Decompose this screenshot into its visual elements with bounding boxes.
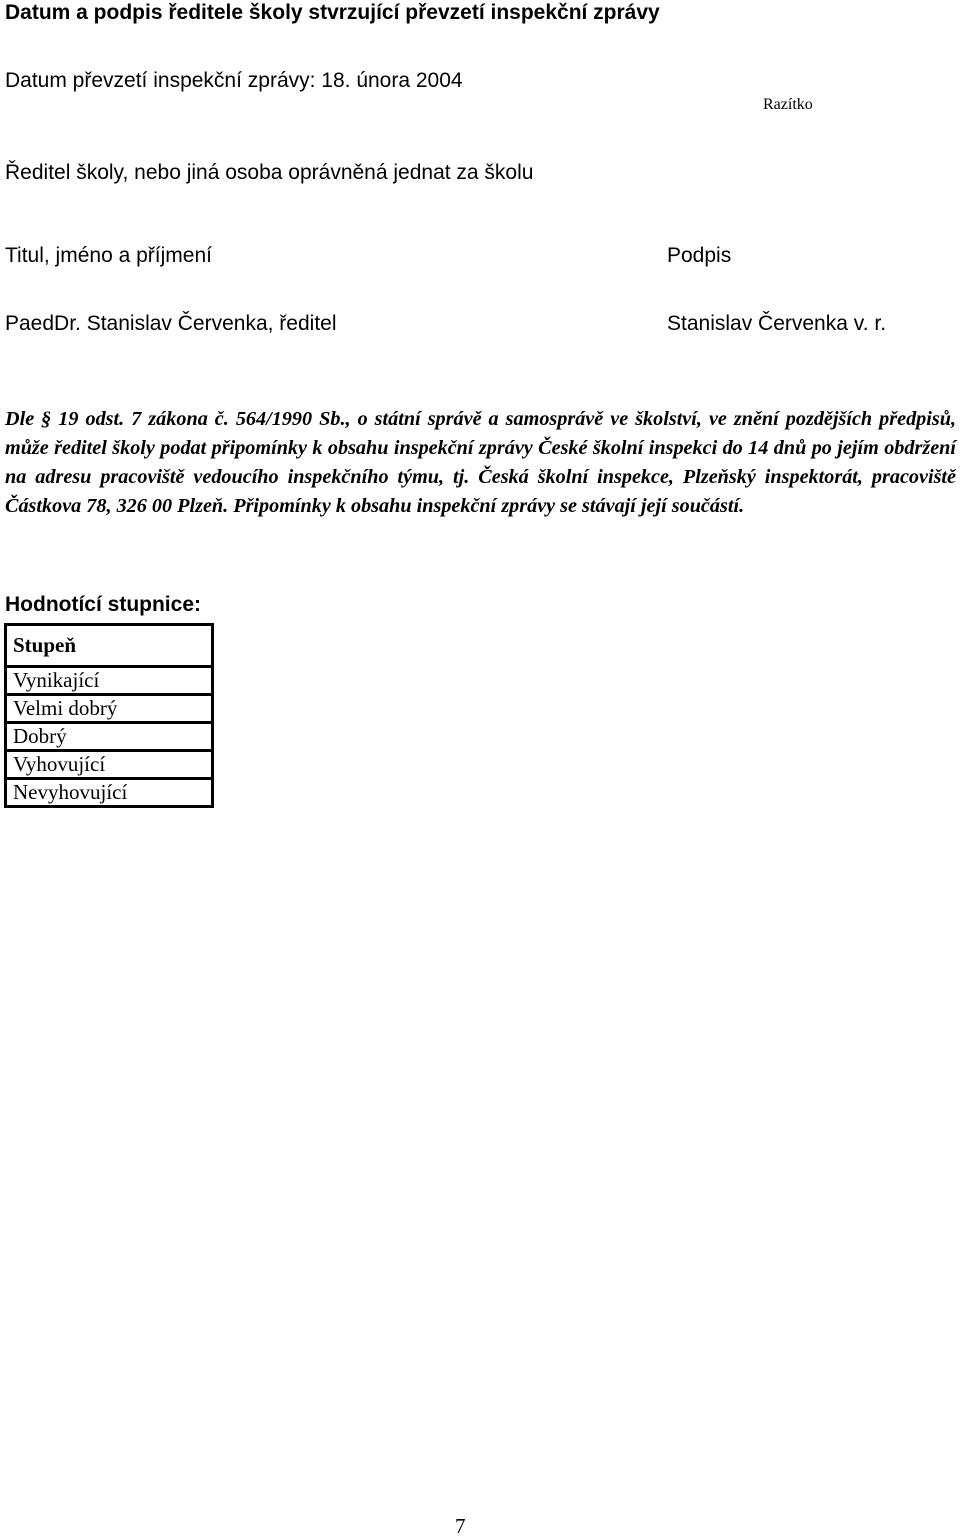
table-header-row: [6, 625, 213, 667]
receipt-date: Datum převzetí inspekční zprávy: 18. února 2004: [5, 69, 463, 92]
page-number: 7: [455, 1514, 466, 1538]
signatory-role: Ředitel školy, nebo jiná osoba oprávněná jednat za školu: [5, 161, 534, 184]
scale-heading: Hodnotící stupnice:: [5, 593, 201, 616]
table-row: [6, 695, 213, 723]
grade-cell: Dobrý: [6, 723, 213, 751]
grading-scale-table: [4, 623, 214, 808]
name-value: PaedDr. Stanislav Červenka, ředitel: [5, 312, 337, 335]
comment-notice: [5, 405, 956, 521]
stamp-label: Razítko: [763, 96, 813, 113]
name-label: Titul, jméno a příjmení: [5, 244, 212, 267]
page-heading: Datum a podpis ředitele školy stvrzující převzetí inspekční zprávy: [5, 1, 660, 24]
grade-cell: Vynikající: [6, 667, 213, 695]
grade-cell: Velmi dobrý: [6, 695, 213, 723]
table-row: [6, 723, 213, 751]
table-row: [6, 751, 213, 779]
table-row: [6, 779, 213, 807]
law-reference: Dle § 19 odst. 7 zákona č. 564/1990 Sb.: [5, 408, 346, 430]
notice-text: , o státní správě a samosprávě ve školství, ve znění pozdějších předpisů, může ředitel školy podat připomínky k obsahu inspekční zprávy České školní inspekci do 14 dnů po jejím obdržení na adresu pracoviště vedoucího inspekčního týmu, tj. Česká školní inspekce, Plzeňský inspektorát, pracoviště Částkova 78, 326 00 Plzeň. Připomínky k obsahu inspekční zprávy se stávají její součástí.: [5, 408, 956, 517]
table-row: [6, 667, 213, 695]
grade-cell: Nevyhovující: [6, 779, 213, 807]
column-header-grade: Stupeň: [6, 625, 213, 667]
grade-cell: Vyhovující: [6, 751, 213, 779]
signature-value: Stanislav Červenka v. r.: [667, 312, 887, 335]
signature-label: Podpis: [667, 244, 732, 267]
